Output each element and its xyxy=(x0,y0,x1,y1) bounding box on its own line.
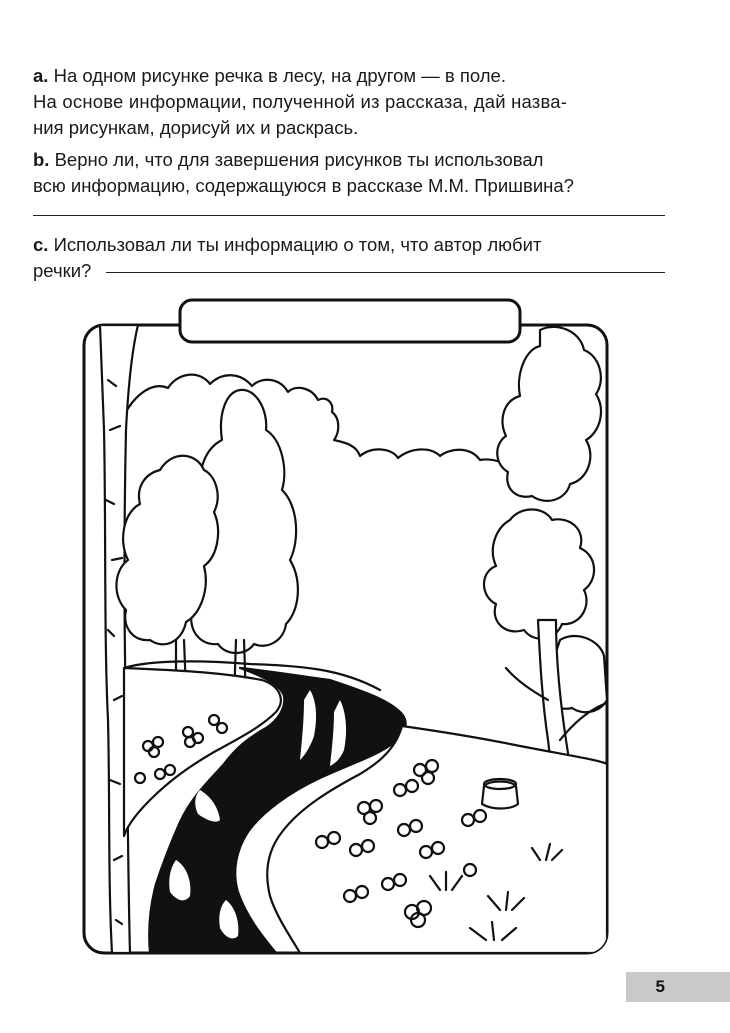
page-number: 5 xyxy=(655,977,665,996)
task-c-text-2: речки? xyxy=(33,260,92,281)
task-b-label: b. xyxy=(33,149,50,170)
task-a-text-3: ния рисункам, дорисуй их и раскрась. xyxy=(33,117,359,138)
task-b-text-2: всю информацию, содержащуюся в рассказе М.М. Пришвина? xyxy=(33,175,574,196)
task-a-text-1: На одном рисунке речка в лесу, на другом — в поле. xyxy=(53,65,506,86)
illustration-title-box[interactable] xyxy=(180,300,520,342)
task-a-text-2: На основе информации, полученной из рассказа, дай назва- xyxy=(33,91,568,112)
task-a-label: a. xyxy=(33,65,49,86)
task-c-label: c. xyxy=(33,234,49,255)
task-c-text-1: Использовал ли ты информацию о том, что автор любит xyxy=(53,234,542,255)
page-number-box xyxy=(626,972,730,1002)
tree-stump xyxy=(482,782,518,809)
task-b-text-1: Верно ли, что для завершения рисунков ты использовал xyxy=(54,149,544,170)
